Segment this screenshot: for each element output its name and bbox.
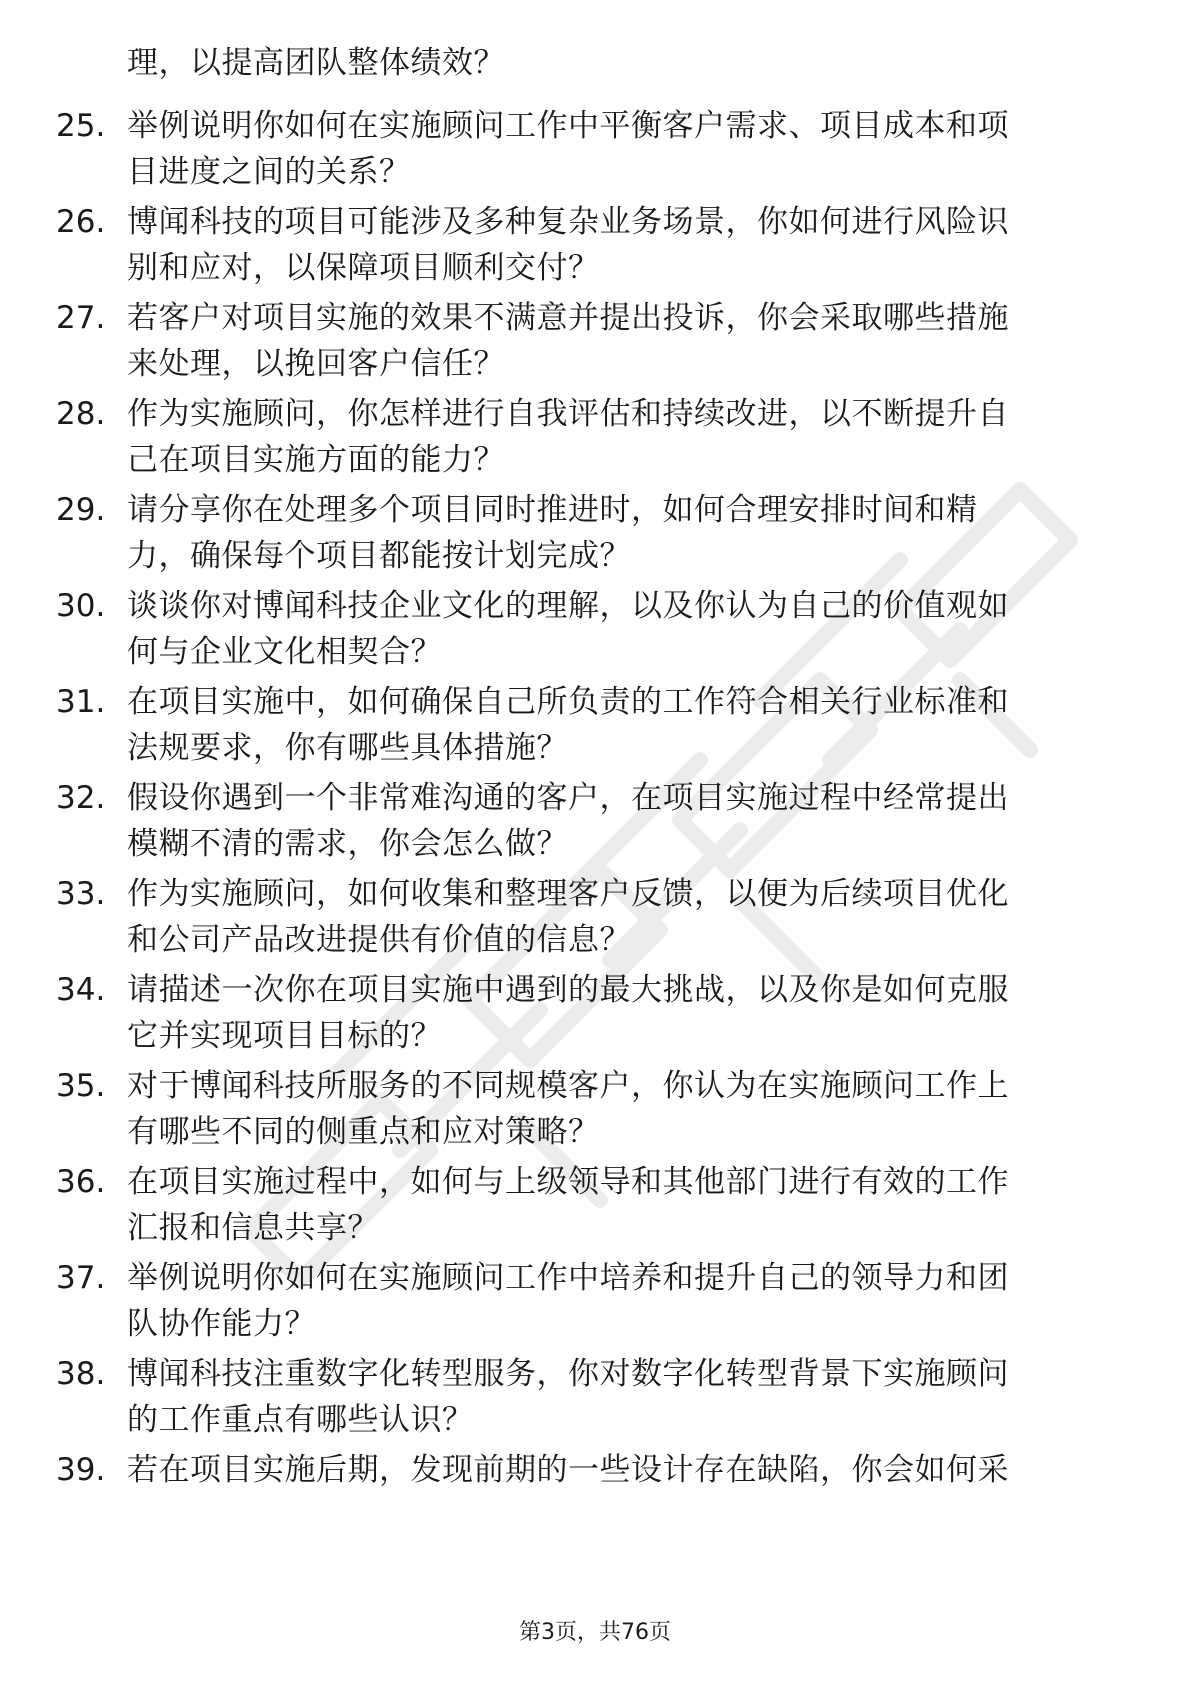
item-text-line: 有哪些不同的侧重点和应对策略？ — [127, 1114, 600, 1150]
list-item — [0, 1351, 1190, 1443]
list-item — [0, 103, 1190, 195]
item-text-line: 己在项目实施方面的能力？ — [127, 442, 505, 478]
item-text-line: 举例说明你如何在实施顾问工作中平衡客户需求、项目成本和项 — [127, 108, 1009, 144]
list-item — [0, 583, 1190, 675]
page-footer: 第3页，共76页 — [519, 1620, 671, 1645]
item-text-line: 模糊不清的需求，你会怎么做？ — [127, 826, 568, 862]
list-item — [0, 775, 1190, 867]
item-text-line: 法规要求，你有哪些具体措施？ — [127, 730, 568, 766]
item-text-line: 何与企业文化相契合？ — [127, 634, 442, 670]
list-item — [0, 967, 1190, 1059]
list-item — [0, 1063, 1190, 1155]
item-number: 37. — [56, 1260, 106, 1296]
item-number: 31. — [56, 684, 106, 720]
item-number: 39. — [56, 1452, 106, 1488]
list-item — [0, 199, 1190, 291]
item-text-line: 对于博闻科技所服务的不同规模客户，你认为在实施顾问工作上 — [127, 1068, 1009, 1104]
item-text-line: 汇报和信息共享？ — [127, 1210, 379, 1246]
item-text-line: 请描述一次你在项目实施中遇到的最大挑战，以及你是如何克服 — [127, 972, 1009, 1008]
item-text-line: 请分享你在处理多个项目同时推进时，如何合理安排时间和精 — [127, 492, 978, 528]
item-text-line: 别和应对，以保障项目顺利交付？ — [127, 250, 600, 286]
item-number: 30. — [56, 588, 106, 624]
item-text-line: 举例说明你如何在实施顾问工作中培养和提升自己的领导力和团 — [127, 1260, 1009, 1296]
item-text-line: 力，确保每个项目都能按计划完成？ — [127, 538, 631, 574]
item-number: 29. — [56, 492, 106, 528]
item-text-line: 谈谈你对博闻科技企业文化的理解，以及你认为自己的价值观如 — [127, 588, 1009, 624]
list-item — [0, 1255, 1190, 1347]
item-number: 28. — [56, 396, 106, 432]
item-text-line: 目进度之间的关系？ — [127, 154, 411, 190]
list-item — [0, 1159, 1190, 1251]
item-text-line: 来处理，以挽回客户信任？ — [127, 346, 505, 382]
item-text-line: 作为实施顾问，你怎样进行自我评估和持续改进，以不断提升自 — [127, 396, 1009, 432]
item-number: 27. — [56, 300, 106, 336]
item-text-line: 在项目实施中，如何确保自己所负责的工作符合相关行业标准和 — [127, 684, 1009, 720]
list-item — [0, 487, 1190, 579]
item-number: 26. — [56, 204, 106, 240]
item-text-line: 假设你遇到一个非常难沟通的客户，在项目实施过程中经常提出 — [127, 780, 1009, 816]
item-number: 35. — [56, 1068, 106, 1104]
item-text-line: 若在项目实施后期，发现前期的一些设计存在缺陷，你会如何采 — [127, 1452, 1009, 1488]
list-item — [0, 391, 1190, 483]
item-text-line: 和公司产品改进提供有价值的信息？ — [127, 922, 631, 958]
continuation-line: 理，以提高团队整体绩效？ — [127, 45, 505, 81]
list-item — [0, 679, 1190, 771]
item-text-line: 若客户对项目实施的效果不满意并提出投诉，你会采取哪些措施 — [127, 300, 1009, 336]
list-item — [0, 295, 1190, 387]
list-item — [0, 1447, 1190, 1539]
item-text-line: 的工作重点有哪些认识？ — [127, 1402, 474, 1438]
item-number: 25. — [56, 108, 106, 144]
item-number: 33. — [56, 876, 106, 912]
item-number: 34. — [56, 972, 106, 1008]
item-text-line: 在项目实施过程中，如何与上级领导和其他部门进行有效的工作 — [127, 1164, 1009, 1200]
item-text-line: 它并实现项目目标的？ — [127, 1018, 442, 1054]
item-number: 38. — [56, 1356, 106, 1392]
item-number: 36. — [56, 1164, 106, 1200]
list-item — [0, 871, 1190, 963]
item-text-line: 博闻科技注重数字化转型服务，你对数字化转型背景下实施顾问 — [127, 1356, 1009, 1392]
item-text-line: 作为实施顾问，如何收集和整理客户反馈，以便为后续项目优化 — [127, 876, 1009, 912]
item-text-line: 队协作能力？ — [127, 1306, 316, 1342]
item-number: 32. — [56, 780, 106, 816]
item-text-line: 博闻科技的项目可能涉及多种复杂业务场景，你如何进行风险识 — [127, 204, 1009, 240]
